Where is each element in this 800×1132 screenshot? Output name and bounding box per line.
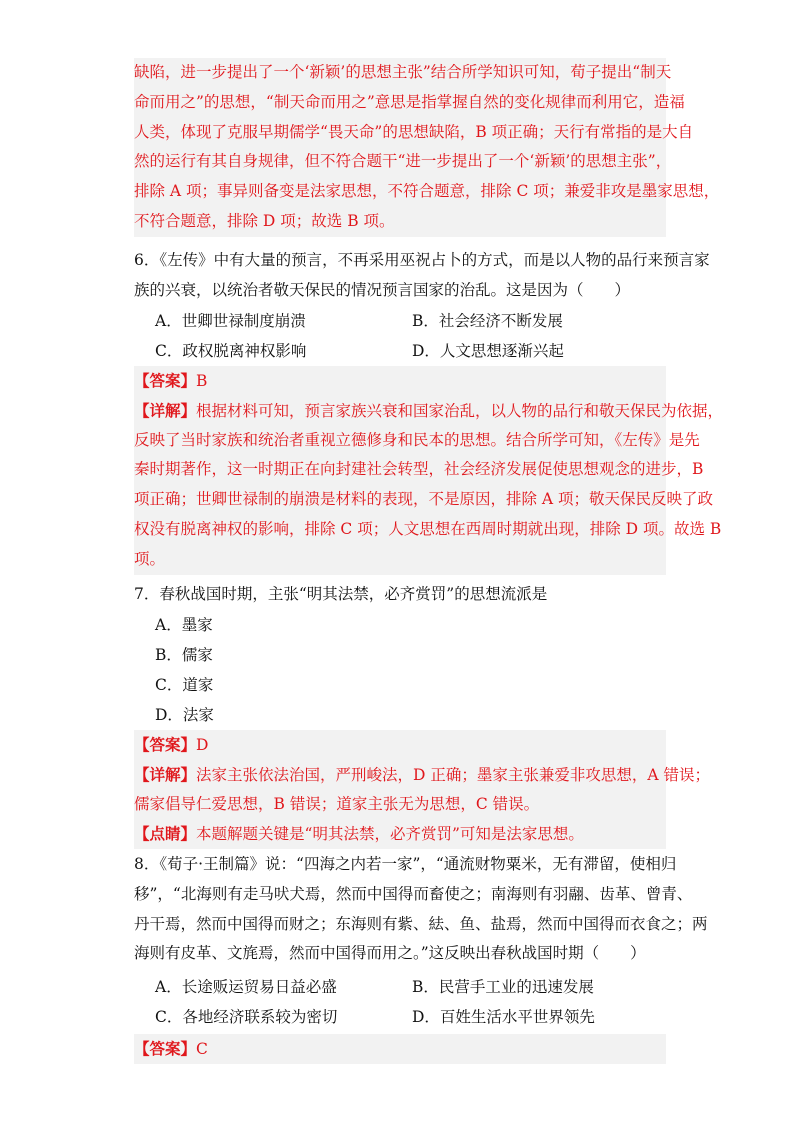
q8-option-c: C．各地经济联系较为密切 [155,1008,338,1026]
explanation-line: 儒家倡导仁爱思想，B 错误；道家主张无为思想，C 错误。 [134,794,540,813]
explanation-text: 根据材料可知，预言家族兴衰和国家治乱，以人物的品行和敬天保民为依据， [196,401,724,420]
stem-line: 6．《左传》中有大量的预言，不再采用巫祝占卜的方式，而是以人物的品行来预言家 [134,251,710,269]
stem-line: 7．春秋战国时期，主张“明其法禁，必齐赏罚”的思想流派是 [134,585,548,603]
explanation-line: 排除 A 项；事异则备变是法家思想，不符合题意，排除 C 项；兼爱非攻是墨家思想， [134,182,720,201]
answer-tag: 【答案】 [134,371,197,390]
explanation-line: 反映了当时家族和统治者重视立德修身和民本的思想。结合所学可知，《左传》是先 [134,430,700,449]
explanation-line: 权没有脱离神权的影响，排除 C 项；人文思想在西周时期就出现，排除 D 项。故选 B [134,519,722,538]
answer-tag: 【答案】 [134,1039,197,1058]
answer-tag: 【答案】 [134,735,197,754]
q7-option-a: A．墨家 [155,616,213,634]
stem-line: 族的兴衰，以统治者敬天保民的情况预言国家的治乱。这是因为（ ） [134,280,631,299]
q7-answer-block [134,730,710,849]
q6-option-b: B．社会经济不断发展 [412,312,563,330]
comment-text: 本题解题关键是“明其法禁，必齐赏罚”可知是法家思想。 [196,825,584,844]
q7-option-c: C．道家 [155,676,214,694]
explanation-line: 项。 [134,549,166,568]
explanation-line: 不符合题意，排除 D 项；故选 B 项。 [134,211,395,230]
q5-explanation-block [134,58,720,237]
q6-option-a: A．世卿世禄制度崩溃 [155,312,306,330]
stem-line: 海则有皮革、文旄焉，然而中国得而用之。”这反映出春秋战国时期（ ） [134,944,646,963]
answer-line [134,366,666,396]
explanation-line: 缺陷，进一步提出了一个‘新颖’的思想主张”结合所学知识可知，荀子提出“制天 [134,63,672,81]
explanation-line: 然的运行有其自身规律，但不符合题干“进一步提出了一个‘新颖’的思想主张”， [134,152,672,171]
explain-tag: 【详解】 [134,400,197,420]
question-7-stem [134,580,666,610]
answer-line [134,730,666,760]
q6-option-c: C．政权脱离神权影响 [155,342,307,360]
comment-tag: 【点睛】 [134,824,197,844]
stem-line: 8．《荀子·王制篇》说：“四海之内若一家”，“通流财物粟米，无有滞留，使相归 [134,855,677,873]
explanation-line: 人类，体现了克服早期儒学“畏天命”的思想缺陷，B 项正确；天行有常指的是大自 [134,122,694,141]
stem-line: 丹干焉，然而中国得而财之；东海则有紫、紶、鱼、盐焉，然而中国得而衣食之；两 [134,914,708,933]
explanation-line [134,396,724,426]
q8-option-a: A．长途贩运贸易日益必盛 [155,978,337,996]
answer-value: C [196,1040,208,1058]
q7-option-b: B．儒家 [155,646,213,664]
explanation-line: 项正确；世卿世禄制的崩溃是材料的表现，不是原因，排除 A 项；敬天保民反映了政 [134,490,714,509]
question-8-stem [134,850,708,969]
stem-line: 移”，“北海则有走马吠犬焉，然而中国得而畜使之；南海则有羽翮、齿革、曾青、 [134,884,693,903]
explanation-text: 法家主张依法治国，严刑峻法，D 正确；墨家主张兼爱非攻思想，A 错误； [196,765,710,784]
q8-answer-block [134,1034,666,1064]
answer-value: D [196,736,209,754]
q7-option-d: D．法家 [155,706,214,724]
answer-line [134,1034,666,1064]
comment-line [134,819,666,849]
explanation-line [134,760,710,790]
answer-value: B [196,372,208,390]
explanation-line: 命而用之”的思想，“制天命而用之”意思是指掌握自然的变化规律而利用它，造福 [134,92,685,111]
explanation-line: 秦时期著作，这一时期正在向封建社会转型，社会经济发展促使思想观念的进步，B [134,460,704,479]
q8-option-d: D．百姓生活水平世界领先 [412,1008,595,1026]
q8-option-b: B．民营手工业的迅速发展 [412,978,594,996]
explain-tag: 【详解】 [134,764,197,784]
q6-option-d: D．人文思想逐渐兴起 [412,342,564,360]
question-6-stem [134,246,710,306]
q6-answer-block [134,366,724,575]
